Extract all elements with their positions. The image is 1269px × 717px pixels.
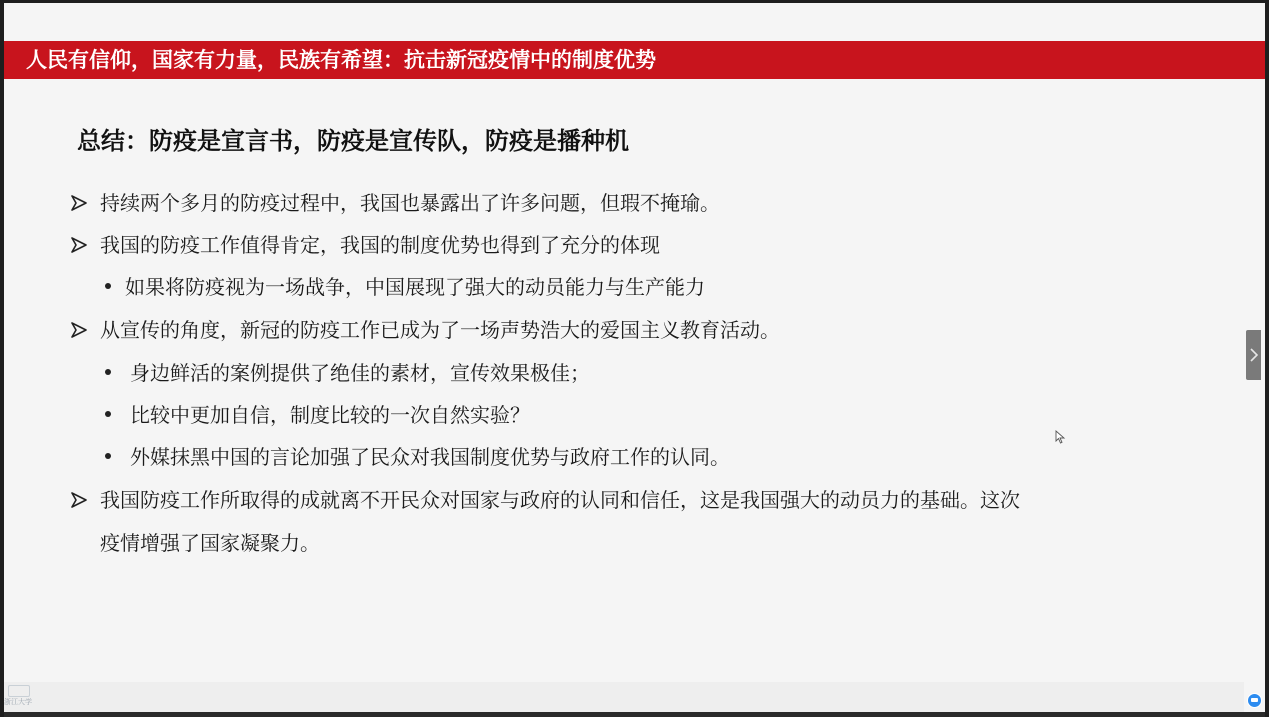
list-sub-item: 外媒抹黑中国的言论加强了民众对我国制度优势与政府工作的认同。 <box>130 445 730 469</box>
arrow-bullet-icon <box>71 322 87 338</box>
dot-bullet-icon <box>105 369 111 375</box>
list-sub-item: 身边鲜活的案例提供了绝佳的素材，宣传效果极佳； <box>130 361 590 385</box>
arrow-bullet-icon <box>71 195 87 211</box>
slide-header-bar <box>4 41 1265 79</box>
list-sub-item: 比较中更加自信，制度比较的一次自然实验？ <box>130 403 530 427</box>
dot-bullet-icon <box>105 411 111 417</box>
arrow-bullet-icon <box>71 492 87 508</box>
arrow-bullet-icon <box>71 237 87 253</box>
presentation-slide <box>4 3 1265 712</box>
slide-subtitle: 总结：防疫是宣言书，防疫是宣传队，防疫是播种机 <box>77 127 629 155</box>
slide-title: 人民有信仰，国家有力量，民族有希望：抗击新冠疫情中的制度优势 <box>26 48 656 72</box>
list-item: 我国的防疫工作值得肯定，我国的制度优势也得到了充分的体现 <box>100 233 660 257</box>
list-item: 我国防疫工作所取得的成就离不开民众对国家与政府的认同和信任，这是我国强大的动员力的基础。这次 <box>100 488 1020 512</box>
bottom-toolbar <box>4 682 1244 712</box>
list-item-continuation: 疫情增强了国家凝聚力。 <box>100 531 320 555</box>
dot-bullet-icon <box>105 283 111 289</box>
dot-bullet-icon <box>105 453 111 459</box>
window-frame-right <box>1265 0 1269 717</box>
list-item: 持续两个多月的防疫过程中，我国也暴露出了许多问题，但瑕不掩瑜。 <box>100 191 720 215</box>
next-slide-icon <box>1249 347 1259 363</box>
university-logo-mark <box>8 685 30 697</box>
chat-icon[interactable] <box>1247 693 1262 708</box>
list-item: 从宣传的角度，新冠的防疫工作已成为了一场声势浩大的爱国主义教育活动。 <box>100 318 780 342</box>
university-logo-text: 浙江大学 <box>4 698 32 706</box>
list-sub-item: 如果将防疫视为一场战争，中国展现了强大的动员能力与生产能力 <box>125 275 705 299</box>
mouse-cursor-icon <box>1055 429 1066 448</box>
next-slide-button[interactable] <box>1246 330 1261 380</box>
